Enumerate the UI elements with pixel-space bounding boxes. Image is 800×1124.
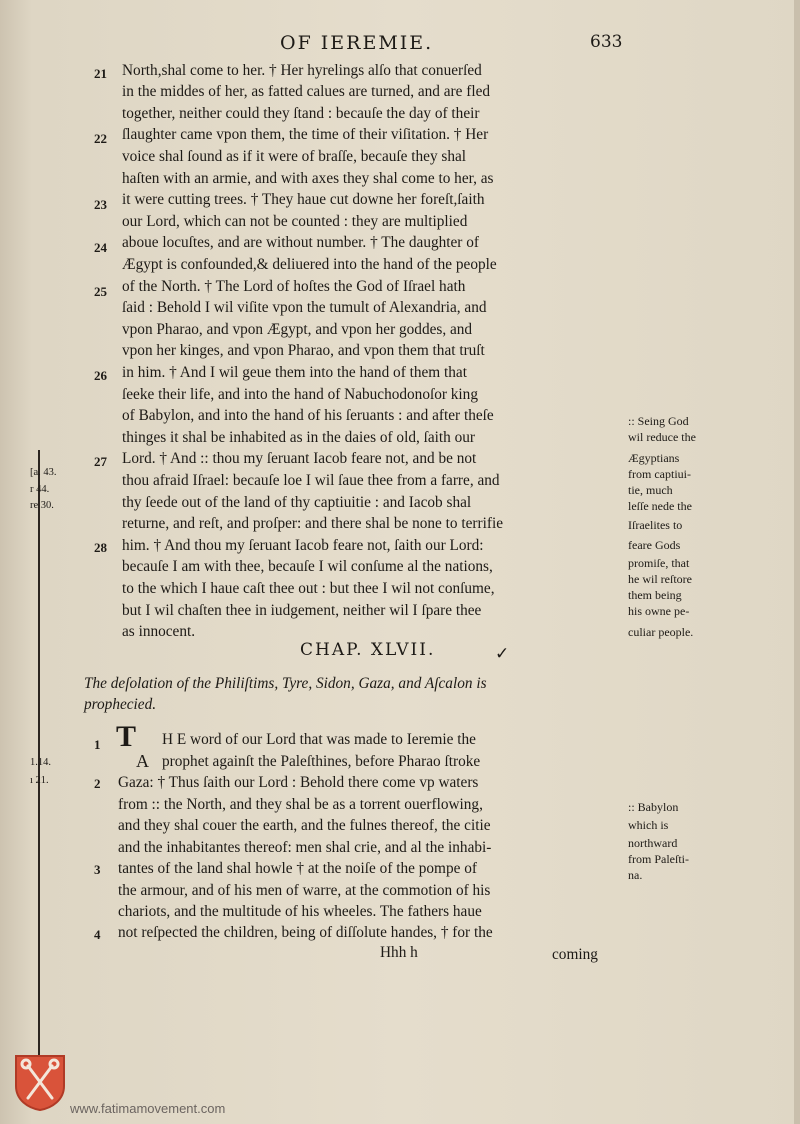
margin-reference: re 30. — [30, 500, 54, 511]
text-line: becauſe I am with thee, becauſe I wil conſume al the nations, — [122, 558, 493, 575]
side-note-line: Ægyptians — [628, 451, 680, 465]
side-note-line: :: Babylon — [628, 800, 679, 814]
verse-initial: A — [136, 751, 149, 771]
chapter-summary-line: The deſolation of the Philiſtims, Tyre, Sidon, Gaza, and Aſcalon is — [84, 675, 487, 692]
papal-keys-logo-icon — [12, 1052, 68, 1112]
side-note-line: culiar people. — [628, 625, 694, 639]
text-line: as innocent. — [122, 623, 196, 640]
signature-mark: Hhh h — [380, 944, 418, 961]
text-line: Ægypt is confounded,& deliuered into the hand of the people — [122, 256, 497, 273]
text-line: H E word of our Lord that was made to Ieremie the — [162, 731, 476, 748]
text-line: haſten with an armie, and with axes they shal come to her, as — [122, 170, 494, 187]
text-line: in the middes of her, as fatted calues are turned, and are fled — [122, 83, 491, 100]
text-line: of Babylon, and into the hand of his ſeruants : and after theſe — [122, 407, 494, 424]
side-note-line: promiſe, that — [628, 556, 690, 570]
text-line: Gaza: † Thus ſaith our Lord : Behold there come vp waters — [118, 774, 479, 791]
text-line: in him. † And I wil geue them into the hand of them that — [122, 364, 467, 381]
margin-reference: [a. 43. — [30, 467, 57, 478]
page-number: 633 — [590, 32, 623, 52]
verse-number: 2 — [94, 776, 101, 791]
verse-number: 4 — [94, 927, 101, 942]
text-line: prophet againſt the Paleſthines, before Pharao ſtroke — [162, 753, 481, 770]
text-line: together, neither could they ſtand : becauſe the day of their — [122, 105, 480, 122]
text-line: chariots, and the multitude of his wheeles. The fathers haue — [118, 903, 482, 920]
side-note-line: wil reduce the — [628, 430, 696, 444]
verse-number: 1 — [94, 737, 101, 752]
side-note-line: which is — [628, 818, 669, 832]
text-line: from :: the North, and they shal be as a torrent ouerflowing, — [118, 796, 483, 813]
text-line: not reſpected the children, being of diſſolute handes, † for the — [118, 924, 493, 941]
text-line: aboue locuſtes, and are without number. † The daughter of — [122, 234, 479, 251]
side-note-line: leſſe nede the — [628, 499, 692, 513]
text-line: but I wil chaſten thee in iudgement, neither wil I ſpare thee — [122, 602, 482, 619]
side-note-line: northward — [628, 836, 678, 850]
chapter-summary-line: propheсied. — [84, 696, 157, 713]
text-line: our Lord, which can not be counted : they are multiplied — [122, 213, 468, 230]
text-line: him. † And thou my ſeruant Iacob feare not, ſaith our Lord: — [122, 537, 484, 554]
page-edge-shadow — [794, 0, 800, 1124]
text-line: thy ſeede out of the land of thy captiuitie : and Iacob shal — [122, 494, 472, 511]
verse-number: 23 — [94, 197, 107, 212]
verse-number: 26 — [94, 368, 107, 383]
text-line: ſlaughter came vpon them, the time of their viſitation. † Her — [122, 126, 489, 143]
text-line: vpon Pharao, and vpon Ægypt, and vpon her goddes, and — [122, 321, 473, 338]
text-line: the armour, and of his men of warre, at the commotion of his — [118, 882, 491, 899]
side-note-line: feare Gods — [628, 538, 681, 552]
text-line: and the inhabitantes thereof: men shal crie, and al the inhabi- — [118, 839, 492, 856]
drop-cap: T — [116, 720, 137, 753]
gutter-rule — [38, 450, 40, 1090]
verse-number: 24 — [94, 240, 107, 255]
side-note-line: his owne pe- — [628, 604, 690, 618]
margin-reference: 1.14. — [30, 757, 51, 768]
side-note-line: he wil reſtore — [628, 572, 692, 586]
verse-number: 22 — [94, 131, 107, 146]
text-line: Lord. † And :: thou my ſeruant Iacob feare not, and be not — [122, 450, 477, 467]
text-line: of the North. † The Lord of hoſtes the God of Iſrael hath — [122, 278, 466, 295]
text-line: returne, and reſt, and proſper: and there shal be none to terrifie — [122, 515, 503, 532]
side-note-line: tie, much — [628, 483, 673, 497]
side-note-line: from captiui- — [628, 467, 691, 481]
side-note-line: Iſraelites to — [628, 518, 683, 532]
check-mark-icon: ✓ — [495, 644, 510, 664]
text-line: North,shal come to her. † Her hyrelings alſo that conuerſed — [122, 62, 482, 79]
text-line: it were cutting trees. † They haue cut downe her foreſt,ſaith — [122, 191, 485, 208]
website-url[interactable]: www.fatimamovement.com — [70, 1101, 226, 1116]
margin-reference: r 44. — [30, 484, 50, 495]
text-line: vpon her kinges, and vpon Pharao, and vpon them that truſt — [122, 342, 485, 359]
text-line: ſaid : Behold I wil viſite vpon the tumult of Alexandria, and — [122, 299, 487, 316]
catchword: coming — [552, 946, 598, 963]
text-line: ſeeke their life, and into the hand of Nabuchodonoſor king — [122, 386, 478, 403]
text-line: tantes of the land shal howle † at the noiſe of the pompe of — [118, 860, 477, 877]
text-line: thinges it shal be inhabited as in the daies of old, ſaith our — [122, 429, 476, 446]
margin-reference: ı 21. — [30, 775, 49, 786]
verse-number: 21 — [94, 66, 107, 81]
side-note-line: from Paleſti- — [628, 852, 689, 866]
side-note-line: :: Seing God — [628, 414, 689, 428]
verse-number: 27 — [94, 454, 107, 469]
side-note-line: them being — [628, 588, 682, 602]
chapter-heading: CHAP. XLVII. — [300, 640, 436, 660]
text-line: to the which I haue caſt thee out : but thee I wil not conſume, — [122, 580, 495, 597]
running-head: OF IEREMIE. — [280, 32, 434, 54]
verse-number: 3 — [94, 862, 101, 877]
verse-number: 28 — [94, 540, 107, 555]
text-line: and they shal couer the earth, and the fulnes thereof, the citie — [118, 817, 491, 834]
verse-number: 25 — [94, 284, 107, 299]
side-note-line: na. — [628, 868, 643, 882]
text-line: voice shal ſound as if it were of braſſe, becauſe they shal — [122, 148, 467, 165]
text-line: thou afraid Iſrael: becauſe loe I wil ſaue thee from a farre, and — [122, 472, 500, 489]
